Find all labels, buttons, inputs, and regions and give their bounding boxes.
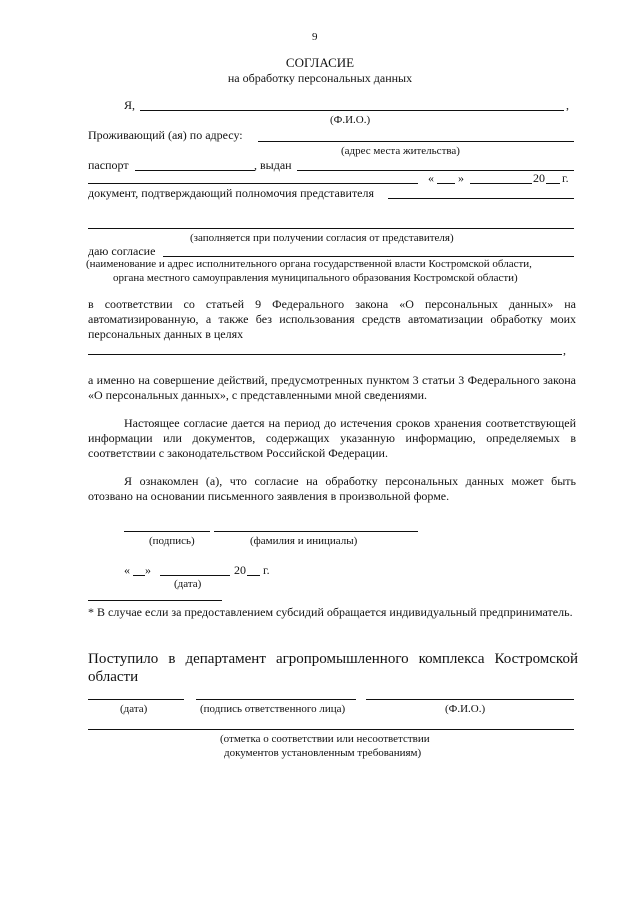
purpose-comma: ,: [563, 343, 566, 357]
received-fio-caption: (Ф.И.О.): [445, 703, 486, 715]
name-initials-field[interactable]: [214, 531, 418, 532]
compliance-mark-field[interactable]: [88, 729, 574, 730]
date-open-quote: «: [428, 171, 434, 185]
signature-field[interactable]: [124, 531, 210, 532]
passport-label: паспорт: [88, 158, 129, 172]
paragraph-period: Настоящее согласие дается на период до истечения сроков хранения соответствующей информации или документов, содержащих указанную информацию, определяемых в соответствии с законодательством Российской Федерации.: [88, 416, 576, 460]
received-date-caption: (дата): [120, 703, 148, 715]
comma: ,: [566, 98, 569, 112]
sign-year-field[interactable]: [247, 575, 260, 576]
paragraph-revoke: Я ознакомлен (а), что согласие на обработку персональных данных может быть отозвано на основании письменного заявления в произвольной форме.: [88, 474, 576, 503]
compliance-caption-2: документов установленным требованиям): [224, 747, 422, 759]
date-close-quote: »: [458, 171, 464, 185]
received-text: Поступило в департамент агропромышленного комплекса Костромской области: [88, 651, 578, 685]
representative-doc-field[interactable]: [388, 198, 574, 199]
responsible-signature-caption: (подпись ответственного лица): [200, 703, 346, 715]
issued-label: , выдан: [254, 158, 292, 172]
fio-caption: (Ф.И.О.): [330, 114, 371, 126]
received-date-field[interactable]: [88, 699, 184, 700]
sign-year-suffix: г.: [263, 563, 270, 577]
org-caption-1: (наименование и адрес исполнительного органа государственной власти Костромской области,: [86, 258, 532, 270]
sign-day-field[interactable]: [133, 575, 145, 576]
address-caption: (адрес места жительства): [341, 145, 460, 157]
document-subtitle: на обработку персональных данных: [227, 71, 413, 85]
document-title: СОГЛАСИЕ: [285, 55, 355, 70]
representative-doc-label: документ, подтверждающий полномочия представителя: [88, 186, 375, 200]
purpose-field[interactable]: [88, 354, 562, 355]
residing-label: Проживающий (ая) по адресу:: [88, 128, 243, 142]
compliance-caption-1: (отметка о соответствии или несоответствии: [220, 733, 430, 745]
year-prefix: 20: [533, 171, 545, 185]
organization-field[interactable]: [163, 256, 574, 257]
sign-year-prefix: 20: [234, 563, 246, 577]
footnote-separator: [88, 600, 222, 601]
issue-month-field[interactable]: [470, 183, 532, 184]
sign-date-close-quote: »: [145, 563, 151, 577]
org-caption-2: органа местного самоуправления муниципального образования Костромской области): [113, 272, 518, 284]
fio-field[interactable]: [140, 110, 564, 111]
year-suffix: г.: [562, 171, 569, 185]
name-initials-caption: (фамилия и инициалы): [250, 535, 358, 547]
responsible-signature-field[interactable]: [196, 699, 356, 700]
signature-caption: (подпись): [149, 535, 195, 547]
issue-year-field[interactable]: [546, 183, 560, 184]
footnote: * В случае если за предоставлением субсидий обращается индивидуальный предприниматель.: [88, 605, 573, 619]
received-fio-field[interactable]: [366, 699, 574, 700]
representative-caption: (заполняется при получении согласия от представителя): [190, 232, 454, 244]
paragraph-actions: а именно на совершение действий, предусмотренных пунктом 3 статьи 3 Федерального закона «О персональных данных», с представленными мной сведениями.: [88, 373, 576, 402]
ya-label: Я,: [124, 98, 136, 112]
issue-day-field[interactable]: [437, 183, 455, 184]
consent-to-label: даю согласие: [88, 244, 156, 258]
issued-by-field-2[interactable]: [88, 183, 418, 184]
paragraph-law: в соответствии со статьей 9 Федерального закона «О персональных данных» на автоматизированную, а также без использования средств автоматизации обработку моих персональных данных в целях: [88, 297, 576, 341]
sign-month-field[interactable]: [160, 575, 230, 576]
passport-number-field[interactable]: [135, 170, 255, 171]
address-field[interactable]: [258, 141, 574, 142]
date-caption: (дата): [174, 578, 202, 590]
page-number: 9: [312, 31, 318, 43]
representative-doc-field-2[interactable]: [88, 228, 574, 229]
sign-date-open-quote: «: [124, 563, 130, 577]
